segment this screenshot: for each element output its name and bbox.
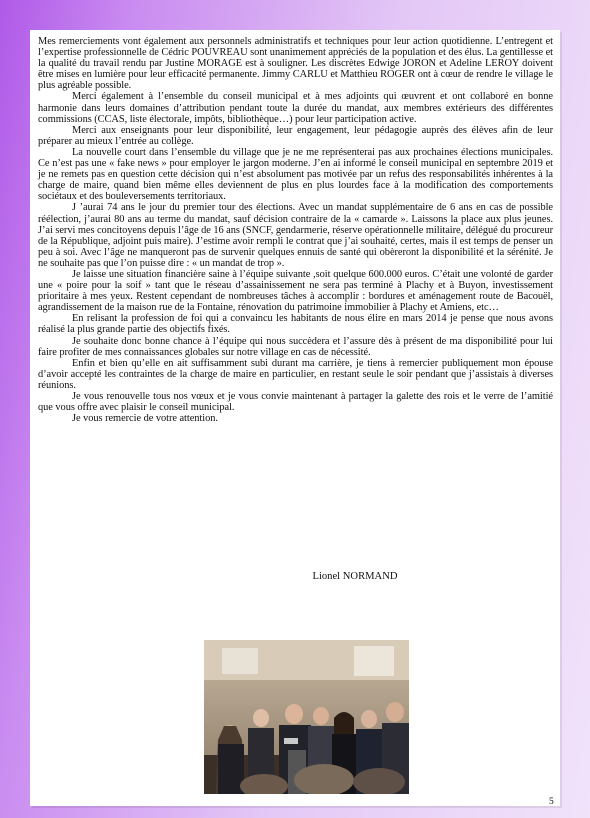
paragraph-not-running: La nouvelle court dans l’ensemble du village que je ne me représenterai pas aux prochaines élections municipales. Ce n’est pas une « fake news » pour employer le jargon moderne. J’en ai informé le conseil municipal en septembre 2019 et je ne remets pas en question cette décision qui n’est absolument pas motivée par un refus des responsabilités inhérentes à la charge de maire, quand bien même elles deviennent de plus en plus lourdes face à la modification des comportements sociétaux et des bouleversements territoriaux. (38, 146, 553, 203)
group-photo (204, 640, 409, 794)
paragraph-objectives: En relisant la profession de foi qui a convaincu les habitants de nous élire en mars 2014 je pense que nous avons réalisé la plus grande partie des objectifs fixés. (38, 313, 553, 336)
paragraph-closing: Je vous remercie de votre attention. (72, 413, 218, 425)
paragraph-finances: Je laisse une situation financière saine à l’équipe suivante ,soit quelque 600.000 euros. C’était une volonté de garder une « poire pour la soif » tant que le réseau d’assainissement ne sera pas terminé à Plachy et à Buyon, investissement prioritaire à mes yeux. Restent cependant de nombreuses tâches à accomplir : bordures et aménagement route de Bacouël, agrandissement de la maison rue de la Fontaine, rénovation du patrimoine immobilier à Plachy et Amiens, etc… (38, 268, 553, 314)
paragraph-galette: Je vous renouvelle tous nos vœux et je vous convie maintenant à partager la galette des rois et le verre de l’amitié que vous offre avec plaisir le conseil municipal. (38, 391, 553, 414)
paragraph-thanks-teachers: Merci aux enseignants pour leur disponibilité, leur engagement, leur pédagogie auprès des élèves afin de leur préparer au mieux l’entrée au collège. (38, 124, 553, 147)
page-number: 5 (549, 797, 554, 807)
paragraph-age: J ’aurai 74 ans le jour du premier tour des élections. Avec un mandat supplémentaire de 6 ans en cas de possible réélection, j’aurai 80 ans au terme du mandat, sauf décision contraire de la « camarde ». Laissons la place aux plus jeunes. J’ai servi mes concitoyens depuis l’âge de 16 ans (SNCF, gendarmerie, réserve opérationnelle militaire, délégué du procureur de la République, adjoint puis maire). J’estime avoir rempli le contrat que j’ai souhaité, certes, mais il est temps de penser un peu à soi. Avec l’âge ne manqueront pas de survenir quelques ennuis de santé qui obèreront la disponibilité et la sérénité. Je ne souhaite pas que l’on puisse dire : « un mandat de trop ». (38, 202, 553, 269)
paragraph-thanks-council: Merci également à l’ensemble du conseil municipal et à mes adjoints qui œuvrent et ont collaboré en bonne harmonie dans leurs domaines d’attribution pendant toute la durée du mandat, aux membres extérieurs des différentes commissions (CCAS, liste électorale, impôts, bibliothèque…) pour leur participation active. (38, 91, 553, 125)
speech-text (38, 36, 553, 424)
paragraph-thanks-staff: Mes remerciements vont également aux personnels administratifs et techniques pour leur action quotidienne. L’entregent et l’expertise professionnelle de Cédric POUVREAU sont unanimement appréciés de la population et des élus. La gentillesse et la qualité du travail rendu par Justine MORAGE est à souligner. Les discrètes Edwige JORON et Adeline LEROY doivent être mises en lumière pour leur efficacité permanente. Jimmy CARLU et Matthieu ROGER ont à cœur de rendre le village le plus agréable possible. (38, 36, 553, 92)
signature: Lionel NORMAND (312, 571, 398, 582)
paragraph-good-luck: Je souhaite donc bonne chance à l’équipe qui nous succèdera et l’assure dès à présent de ma disponibilité pour lui faire profiter de mes connaissances globales sur notre village en cas de nécessité. (38, 335, 553, 358)
paragraph-thanks-wife: Enfin et bien qu’elle en ait suffisamment subi durant ma carrière, je tiens à remercier publiquement mon épouse d’avoir accepté les contraintes de la charge de maire en particulier, en restant seule le soir pendant que j’assistais à diverses réunions. (38, 357, 553, 391)
